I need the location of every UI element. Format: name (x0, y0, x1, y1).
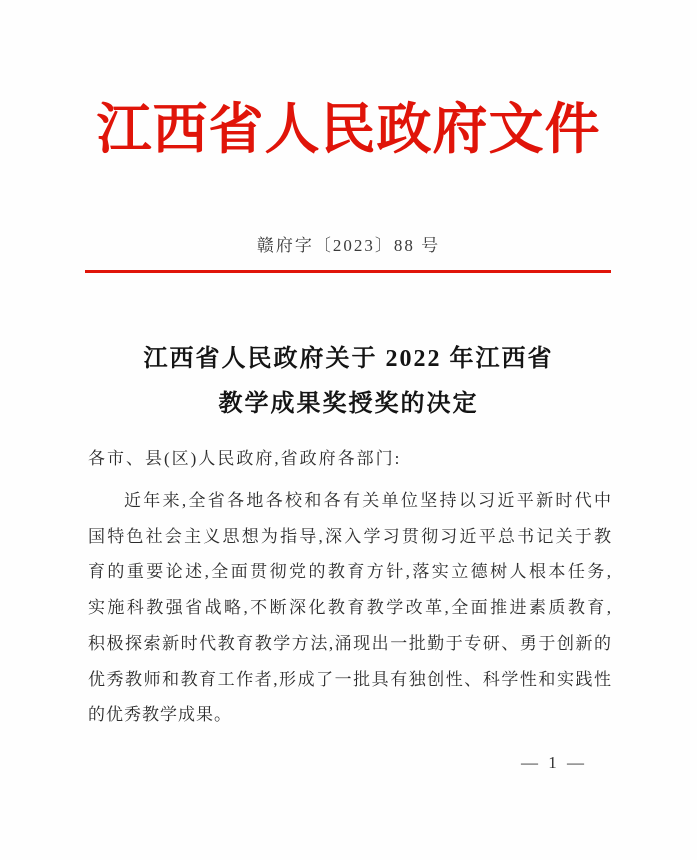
paragraph-line: 实施科教强省战略,不断深化教育教学改革,全面推进素质教育, (88, 598, 612, 618)
page-number: — 1 — (521, 752, 587, 772)
paragraph-line: 优秀教师和教育工作者,形成了一批具有独创性、科学性和实践性 (88, 669, 612, 689)
document-title-line2: 教学成果奖授奖的决定 (218, 391, 479, 417)
paragraph-line: 近年来,全省各地各校和各有关单位坚持以习近平新时代中 (124, 491, 612, 510)
paragraph-line: 的优秀教学成果。 (88, 705, 232, 725)
document-title-line1: 江西省人民政府关于 2022 年江西省 (143, 346, 554, 372)
paragraph-line: 育的重要论述,全面贯彻党的教育方针,落实立德树人根本任务, (88, 562, 612, 582)
document-number: 赣府字〔2023〕88 号 (256, 236, 441, 255)
document-header-title: 江西省人民政府文件 (96, 99, 601, 160)
paragraph-line: 积极探索新时代教育教学方法,涌现出一批勤于专研、勇于创新的 (88, 633, 612, 653)
salutation-line: 各市、县(区)人民政府,省政府各部门: (88, 449, 402, 468)
paragraph-line: 国特色社会主义思想为指导,深入学习贯彻习近平总书记关于教 (88, 526, 612, 546)
document-title (0, 337, 697, 427)
header-divider-line (85, 270, 611, 273)
body-paragraph (88, 483, 612, 733)
